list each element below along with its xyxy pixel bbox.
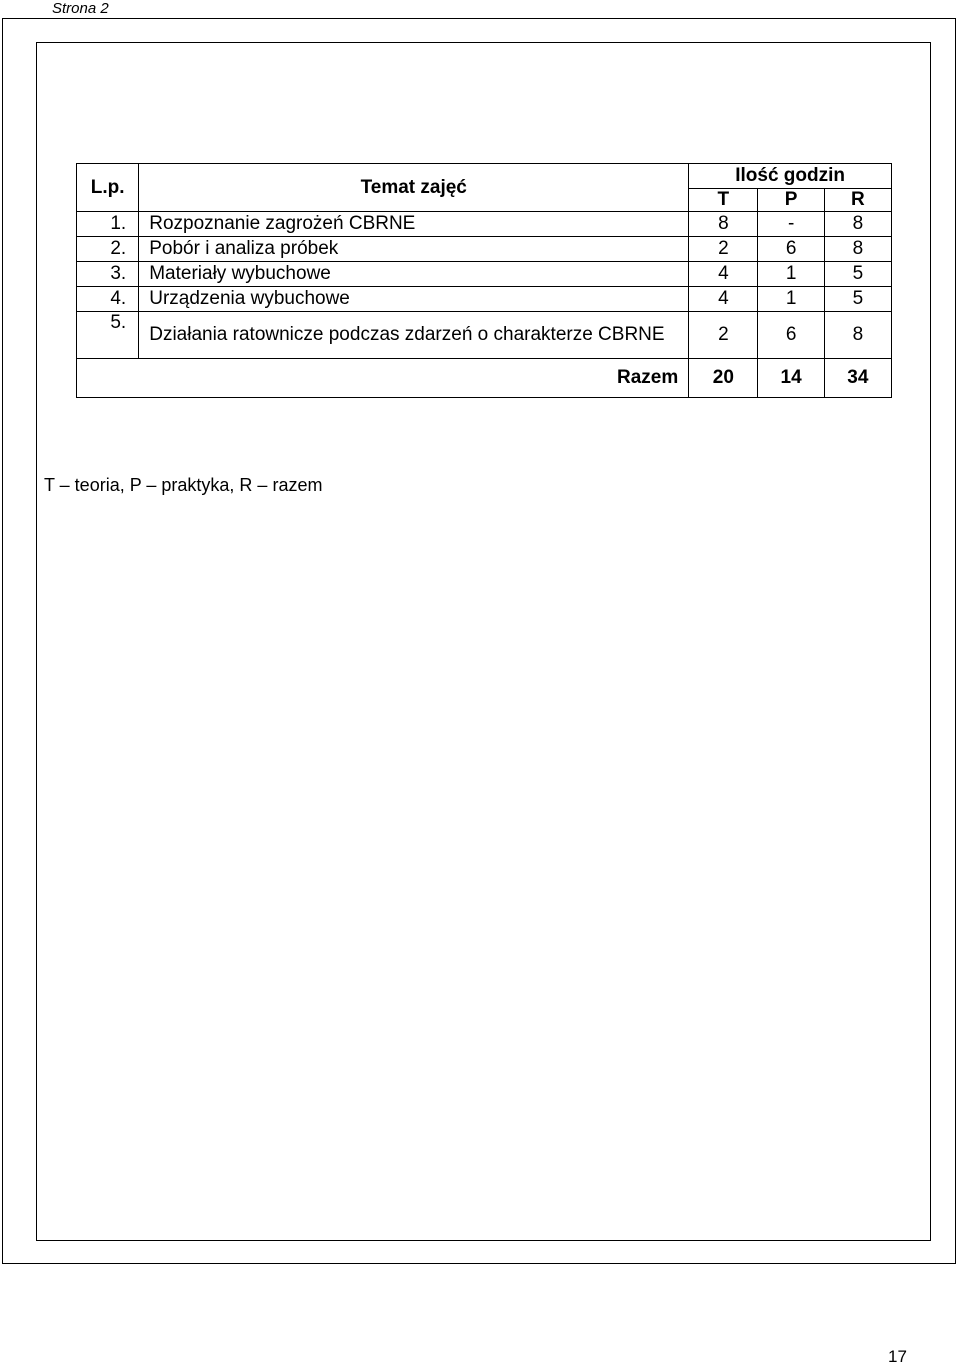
total-label: Razem — [77, 359, 689, 398]
row-practice-hours: 6 — [758, 312, 824, 359]
table-row — [77, 237, 892, 262]
row-practice-hours: 1 — [758, 262, 824, 287]
row-theory-hours: 8 — [689, 212, 758, 237]
hours-table — [76, 163, 892, 398]
table-header-row — [77, 164, 892, 189]
row-total-hours: 5 — [824, 262, 891, 287]
table-row — [77, 262, 892, 287]
row-practice-hours: 1 — [758, 287, 824, 312]
row-number: 5. — [77, 312, 139, 359]
row-number: 3. — [77, 262, 139, 287]
column-header-topic: Temat zajęć — [139, 164, 689, 212]
row-theory-hours: 4 — [689, 287, 758, 312]
row-number: 2. — [77, 237, 139, 262]
row-topic: Urządzenia wybuchowe — [139, 287, 689, 312]
column-header-lp: L.p. — [77, 164, 139, 212]
column-header-t: T — [689, 189, 758, 212]
column-header-r: R — [824, 189, 891, 212]
row-total-hours: 8 — [824, 237, 891, 262]
page-number: 17 — [888, 1347, 907, 1366]
row-topic: Działania ratownicze podczas zdarzeń o charakterze CBRNE — [139, 312, 689, 359]
total-theory-hours: 20 — [689, 359, 758, 398]
table-total-row — [77, 359, 892, 398]
row-topic: Rozpoznanie zagrożeń CBRNE — [139, 212, 689, 237]
row-topic: Materiały wybuchowe — [139, 262, 689, 287]
row-practice-hours: 6 — [758, 237, 824, 262]
row-theory-hours: 4 — [689, 262, 758, 287]
column-header-hours: Ilość godzin — [689, 164, 892, 189]
row-number: 1. — [77, 212, 139, 237]
row-practice-hours: - — [758, 212, 824, 237]
legend-text: T – teoria, P – praktyka, R – razem — [44, 475, 323, 495]
column-header-p: P — [758, 189, 824, 212]
row-theory-hours: 2 — [689, 312, 758, 359]
row-number: 4. — [77, 287, 139, 312]
table-row — [77, 212, 892, 237]
row-topic: Pobór i analiza próbek — [139, 237, 689, 262]
total-hours: 34 — [824, 359, 891, 398]
row-total-hours: 5 — [824, 287, 891, 312]
table-row — [77, 312, 892, 359]
table-row — [77, 287, 892, 312]
page-label: Strona 2 — [52, 0, 109, 17]
row-theory-hours: 2 — [689, 237, 758, 262]
row-total-hours: 8 — [824, 312, 891, 359]
row-total-hours: 8 — [824, 212, 891, 237]
total-practice-hours: 14 — [758, 359, 824, 398]
